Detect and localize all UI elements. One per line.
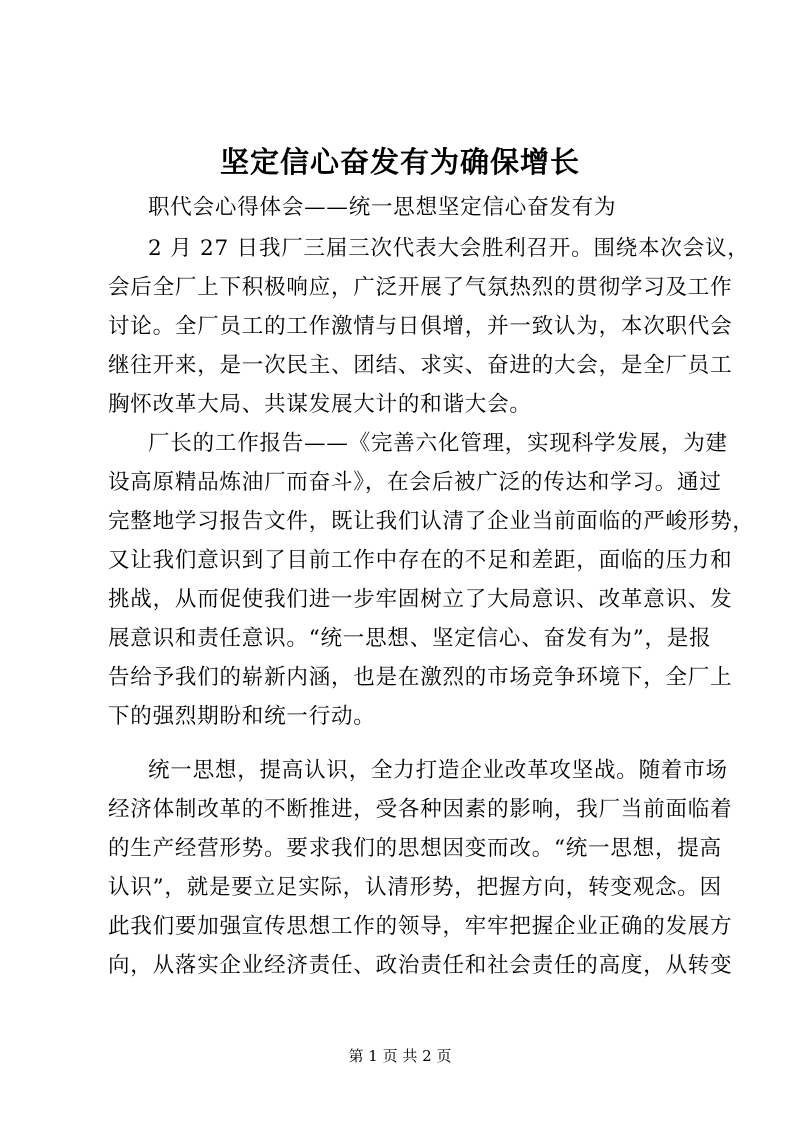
paragraph-3-line-1: 统一思想，提高认识，全力打造企业改革攻坚战。随着市场 <box>148 758 728 783</box>
paragraph-2-line-6: 展意识和责任意识。“统一思想、坚定信心、奋发有为”，是报 <box>108 626 712 651</box>
paragraph-3-line-5: 此我们要加强宣传思想工作的领导，牢牢把握企业正确的发展方 <box>108 914 733 939</box>
paragraph-3-line-4: 认识”，就是要立足实际，认清形势，把握方向，转变观念。因 <box>108 875 722 900</box>
paragraph-3-line-6: 向，从落实企业经济责任、政治责任和社会责任的高度，从转变 <box>108 953 733 978</box>
page-number-footer: 第 1 页 共 2 页 <box>348 1047 452 1065</box>
paragraph-2-line-4: 又让我们意识到了目前工作中存在的不足和差距，面临的压力和 <box>108 548 733 573</box>
document-title: 坚定信心奋发有为确保增长 <box>219 145 580 179</box>
paragraph-3-line-3: 的生产经营形势。要求我们的思想因变而改。“统一思想，提高 <box>108 836 722 861</box>
paragraph-2-line-3: 完整地学习报告文件，既让我们认清了企业当前面临的严峻形势， <box>108 509 755 534</box>
paragraph-1-line-4: 继往开来，是一次民主、团结、求实、奋进的大会，是全厂员工 <box>108 353 733 378</box>
paragraph-2-line-7: 告给予我们的崭新内涵，也是在激烈的市场竞争环境下，全厂上 <box>108 665 733 690</box>
paragraph-1-line-1: 2 月 27 日我厂三届三次代表大会胜利召开。围绕本次会议， <box>148 236 750 261</box>
paragraph-1-line-3: 讨论。全厂员工的工作激情与日俱增，并一致认为，本次职代会 <box>108 314 733 339</box>
paragraph-3-line-2: 经济体制改革的不断推进，受各种因素的影响，我厂当前面临着 <box>108 797 733 822</box>
paragraph-2-line-1: 厂长的工作报告——《完善六化管理，实现科学发展，为建 <box>148 431 728 456</box>
paragraph-2-line-8: 下的强烈期盼和统一行动。 <box>108 704 376 729</box>
paragraph-2-line-2: 设高原精品炼油厂而奋斗》，在会后被广泛的传达和学习。通过 <box>108 470 722 495</box>
paragraph-1-line-5: 胸怀改革大局、共谋发展大计的和谐大会。 <box>108 392 532 417</box>
paragraph-1-line-2: 会后全厂上下积极响应，广泛开展了气氛热烈的贯彻学习及工作 <box>108 275 733 300</box>
paragraph-2-line-5: 挑战，从而促使我们进一步牢固树立了大局意识、改革意识、发 <box>108 587 733 612</box>
subtitle-line: 职代会心得体会——统一思想坚定信心奋发有为 <box>148 195 617 220</box>
